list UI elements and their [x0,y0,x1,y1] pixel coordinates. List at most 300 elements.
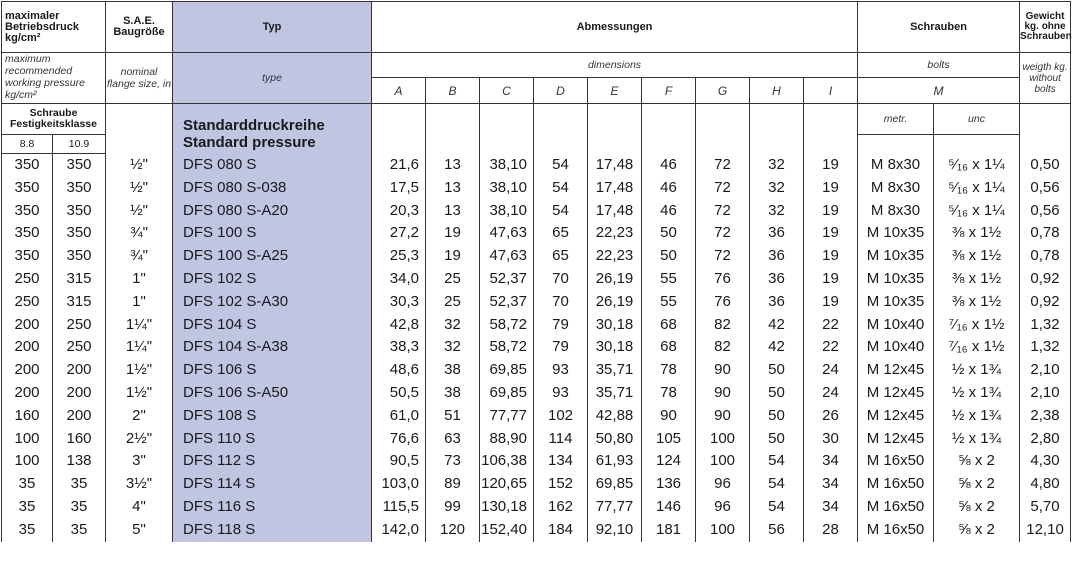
bolt-metric-cell: M 16x50 [858,450,934,473]
bolt-unc-cell: ⅜ x 1½ [934,245,1020,268]
weight-cell: 4,30 [1020,450,1071,473]
dim-f-cell: 55 [642,291,696,314]
dim-d-cell: 162 [534,496,588,519]
dim-i-cell: 19 [804,177,858,200]
table-row [2,450,1071,473]
dim-a-cell: 76,6 [372,428,426,451]
type-cell: DFS 102 S [173,268,372,291]
sae-size-cell: ¾" [106,222,173,245]
table-row [2,405,1071,428]
dim-a-cell: 27,2 [372,222,426,245]
dim-g-cell: 100 [696,428,750,451]
sae-size-cell: 5" [106,519,173,542]
weight-cell: 0,56 [1020,200,1071,223]
dim-a-cell: 21,6 [372,154,426,177]
weight-cell: 0,78 [1020,245,1071,268]
dim-c-cell: 120,65 [480,473,534,496]
dim-e-cell: 92,10 [588,519,642,542]
dim-d-cell: 54 [534,200,588,223]
type-cell: DFS 110 S [173,428,372,451]
dim-e-cell: 35,71 [588,382,642,405]
bolt-unc-cell: ⅜ x 1½ [934,222,1020,245]
dim-a-cell: 48,6 [372,359,426,382]
dim-d-cell: 134 [534,450,588,473]
dim-h-cell: 54 [750,450,804,473]
schrauben-header: Schrauben [858,2,1020,53]
dim-a-cell: 61,0 [372,405,426,428]
bolt-unc-cell: ⅝ x 2 [934,450,1020,473]
dim-e-cell: 35,71 [588,359,642,382]
sae-size-cell: ½" [106,154,173,177]
dim-h-cell: 32 [750,154,804,177]
bolt-metric-cell: M 10x35 [858,268,934,291]
dim-f-cell: 78 [642,359,696,382]
bolt-metric-cell: M 10x35 [858,291,934,314]
sae-size-cell: 1¼" [106,336,173,359]
pressure-88-cell: 350 [2,245,53,268]
dim-e-cell: 26,19 [588,291,642,314]
dim-i-cell: 34 [804,450,858,473]
bolt-unc-cell: ½ x 1¾ [934,382,1020,405]
sae-size-cell: 1¼" [106,314,173,337]
table-row [2,428,1071,451]
dim-f-cell: 50 [642,245,696,268]
dim-h-cell: 42 [750,336,804,359]
type-cell: DFS 102 S-A30 [173,291,372,314]
pressure-109-cell: 35 [53,519,106,542]
dim-e-cell: 30,18 [588,314,642,337]
dim-d-cell: 65 [534,222,588,245]
sae-size-cell: 1" [106,268,173,291]
weight-cell: 0,92 [1020,291,1071,314]
dim-f-cell: 90 [642,405,696,428]
dim-f-cell: 146 [642,496,696,519]
dim-i-cell: 19 [804,154,858,177]
dim-a-cell: 50,5 [372,382,426,405]
dim-letter-a: A [372,78,426,104]
pressure-88-cell: 350 [2,154,53,177]
type-cell: DFS 108 S [173,405,372,428]
dim-b-cell: 13 [426,200,480,223]
gewicht-header: Gewicht kg. ohne Schrauben [1020,2,1071,53]
dim-e-cell: 61,93 [588,450,642,473]
type-cell: DFS 080 S [173,154,372,177]
dim-c-cell: 52,37 [480,291,534,314]
dim-b-cell: 13 [426,177,480,200]
weight-cell: 1,32 [1020,314,1071,337]
pressure-109-cell: 350 [53,177,106,200]
bolt-unc-cell: ⁷⁄₁₆ x 1½ [934,336,1020,359]
table-row [2,177,1071,200]
sae-size-cell: ¾" [106,245,173,268]
unc-label: unc [934,104,1020,135]
dim-d-cell: 79 [534,314,588,337]
dim-b-cell: 19 [426,245,480,268]
dim-c-cell: 52,37 [480,268,534,291]
dim-d-cell: 79 [534,336,588,359]
dim-e-cell: 30,18 [588,336,642,359]
pressure-88-cell: 350 [2,222,53,245]
dim-d-cell: 54 [534,177,588,200]
dim-d-cell: 93 [534,382,588,405]
dim-g-cell: 90 [696,359,750,382]
weight-cell: 2,10 [1020,359,1071,382]
bolt-metric-cell: M 16x50 [858,519,934,542]
dim-i-cell: 19 [804,245,858,268]
table-row [2,496,1071,519]
bolt-metric-cell: M 10x40 [858,336,934,359]
dim-f-cell: 50 [642,222,696,245]
pressure-88-cell: 160 [2,405,53,428]
dim-e-cell: 22,23 [588,245,642,268]
weight-header-en: weigth kg. without bolts [1020,53,1071,104]
dim-letter-e: E [588,78,642,104]
dim-g-cell: 72 [696,177,750,200]
sae-size-cell: 2" [106,405,173,428]
pressure-header: maximaler Betriebsdruck kg/cm² [2,2,106,53]
dim-h-cell: 50 [750,405,804,428]
dim-e-cell: 69,85 [588,473,642,496]
dim-a-cell: 142,0 [372,519,426,542]
dim-g-cell: 100 [696,450,750,473]
sae-size-cell: ½" [106,177,173,200]
weight-cell: 0,92 [1020,268,1071,291]
dim-a-cell: 103,0 [372,473,426,496]
dim-a-cell: 42,8 [372,314,426,337]
pressure-109-cell: 35 [53,496,106,519]
dim-b-cell: 99 [426,496,480,519]
bolt-unc-cell: ⅜ x 1½ [934,291,1020,314]
dim-b-cell: 51 [426,405,480,428]
bolt-unc-cell: ⅜ x 1½ [934,268,1020,291]
dim-g-cell: 82 [696,336,750,359]
bolt-unc-cell: ⁵⁄₁₆ x 1¼ [934,154,1020,177]
sae-size-cell: 4" [106,496,173,519]
pressure-109-cell: 160 [53,428,106,451]
bolt-metric-cell: M 8x30 [858,154,934,177]
bolt-letter-m: M [858,78,1020,104]
type-cell: DFS 112 S [173,450,372,473]
bolt-unc-cell: ⅝ x 2 [934,473,1020,496]
dim-g-cell: 96 [696,496,750,519]
dim-c-cell: 38,10 [480,177,534,200]
pressure-109-cell: 250 [53,314,106,337]
bolt-unc-cell: ⅝ x 2 [934,519,1020,542]
dim-c-cell: 152,40 [480,519,534,542]
dim-c-cell: 58,72 [480,336,534,359]
dim-g-cell: 72 [696,200,750,223]
bolt-unc-cell: ⁵⁄₁₆ x 1¼ [934,200,1020,223]
dim-letter-c: C [480,78,534,104]
dim-b-cell: 38 [426,359,480,382]
pressure-88-cell: 350 [2,200,53,223]
dim-f-cell: 124 [642,450,696,473]
pressure-88-cell: 200 [2,336,53,359]
dim-b-cell: 25 [426,291,480,314]
dim-c-cell: 106,38 [480,450,534,473]
dim-c-cell: 77,77 [480,405,534,428]
dim-a-cell: 90,5 [372,450,426,473]
sae-size-cell: 1½" [106,382,173,405]
pressure-88-cell: 200 [2,314,53,337]
dim-letter-h: H [750,78,804,104]
class-109: 10.9 [53,135,106,154]
bolt-unc-cell: ½ x 1¾ [934,359,1020,382]
bolt-metric-cell: M 12x45 [858,359,934,382]
dim-c-cell: 88,90 [480,428,534,451]
dim-a-cell: 20,3 [372,200,426,223]
dim-h-cell: 36 [750,245,804,268]
dim-g-cell: 76 [696,268,750,291]
flange-spec-table [1,1,1071,542]
pressure-88-cell: 35 [2,496,53,519]
dim-h-cell: 36 [750,291,804,314]
dim-i-cell: 19 [804,222,858,245]
standard-section-title [173,104,372,154]
dim-f-cell: 55 [642,268,696,291]
sae-size-cell: 1" [106,291,173,314]
dim-f-cell: 136 [642,473,696,496]
dim-e-cell: 17,48 [588,154,642,177]
sae-size-cell: 1½" [106,359,173,382]
dim-b-cell: 73 [426,450,480,473]
bolt-unc-cell: ⁷⁄₁₆ x 1½ [934,314,1020,337]
bolt-metric-cell: M 8x30 [858,200,934,223]
table-row [2,291,1071,314]
dim-letter-i: I [804,78,858,104]
dim-e-cell: 42,88 [588,405,642,428]
pressure-109-cell: 138 [53,450,106,473]
pressure-88-cell: 200 [2,382,53,405]
bolt-metric-cell: M 12x45 [858,405,934,428]
table-row [2,314,1071,337]
weight-cell: 4,80 [1020,473,1071,496]
metr-label: metr. [858,104,934,135]
weight-cell: 5,70 [1020,496,1071,519]
type-cell: DFS 118 S [173,519,372,542]
dim-f-cell: 68 [642,336,696,359]
dim-c-cell: 69,85 [480,359,534,382]
dim-f-cell: 46 [642,200,696,223]
dim-f-cell: 68 [642,314,696,337]
pressure-109-cell: 350 [53,154,106,177]
table-row [2,473,1071,496]
dim-d-cell: 102 [534,405,588,428]
bolt-metric-cell: M 12x45 [858,382,934,405]
pressure-88-cell: 200 [2,359,53,382]
dim-i-cell: 19 [804,268,858,291]
type-cell: DFS 106 S [173,359,372,382]
dim-c-cell: 69,85 [480,382,534,405]
dim-h-cell: 56 [750,519,804,542]
sae-size-cell: 2½" [106,428,173,451]
bolt-metric-cell: M 16x50 [858,473,934,496]
dim-d-cell: 65 [534,245,588,268]
pressure-109-cell: 315 [53,268,106,291]
dim-b-cell: 32 [426,314,480,337]
sae-spacer [106,104,173,154]
dim-b-cell: 13 [426,154,480,177]
dim-i-cell: 22 [804,336,858,359]
dim-i-cell: 34 [804,473,858,496]
dim-h-cell: 32 [750,200,804,223]
pressure-109-cell: 350 [53,245,106,268]
dim-e-cell: 50,80 [588,428,642,451]
dim-letter-d: D [534,78,588,104]
pressure-88-cell: 35 [2,519,53,542]
dim-g-cell: 90 [696,382,750,405]
dim-c-cell: 130,18 [480,496,534,519]
type-cell: DFS 080 S-A20 [173,200,372,223]
dim-c-cell: 58,72 [480,314,534,337]
table-row [2,245,1071,268]
dim-h-cell: 54 [750,473,804,496]
sae-size-cell: 3" [106,450,173,473]
dim-i-cell: 19 [804,200,858,223]
dim-d-cell: 70 [534,291,588,314]
dim-b-cell: 120 [426,519,480,542]
bolt-metric-cell: M 10x35 [858,245,934,268]
bolt-unc-cell: ⁵⁄₁₆ x 1¼ [934,177,1020,200]
type-cell: DFS 104 S [173,314,372,337]
dim-e-cell: 22,23 [588,222,642,245]
dim-d-cell: 184 [534,519,588,542]
dim-h-cell: 54 [750,496,804,519]
dim-g-cell: 72 [696,222,750,245]
dim-letter-g: G [696,78,750,104]
dim-g-cell: 72 [696,154,750,177]
table-row [2,359,1071,382]
standard-title-en: Standard pressure [183,133,316,151]
dim-f-cell: 46 [642,154,696,177]
dim-letter-f: F [642,78,696,104]
dim-g-cell: 96 [696,473,750,496]
table-row [2,519,1071,542]
dim-h-cell: 36 [750,268,804,291]
dim-b-cell: 63 [426,428,480,451]
dim-a-cell: 17,5 [372,177,426,200]
pressure-109-cell: 200 [53,405,106,428]
pressure-109-cell: 35 [53,473,106,496]
dim-g-cell: 72 [696,245,750,268]
dim-c-cell: 38,10 [480,154,534,177]
pressure-88-cell: 250 [2,291,53,314]
dim-a-cell: 25,3 [372,245,426,268]
data-rows [2,154,1071,542]
header-row-german [2,2,1071,53]
dim-b-cell: 38 [426,382,480,405]
pressure-109-cell: 200 [53,359,106,382]
sae-header-en: nominal flange size, in [106,53,173,104]
pressure-109-cell: 250 [53,336,106,359]
type-cell: DFS 116 S [173,496,372,519]
class-88: 8.8 [2,135,53,154]
dimensions-header-en: dimensions [372,53,858,78]
pressure-109-cell: 315 [53,291,106,314]
dim-i-cell: 24 [804,359,858,382]
weight-cell: 0,56 [1020,177,1071,200]
header-row-english [2,53,1071,78]
pressure-109-cell: 350 [53,222,106,245]
abmessungen-header: Abmessungen [372,2,858,53]
schraube-label: Schraube Festigkeitsklasse [2,104,106,135]
bolt-metric-cell: M 10x35 [858,222,934,245]
sae-header: S.A.E. Baugröße [106,2,173,53]
bolt-metric-cell: M 8x30 [858,177,934,200]
table-row [2,222,1071,245]
pressure-header-en: maximum recommended working pressure kg/cm² [2,53,106,104]
dim-c-cell: 47,63 [480,245,534,268]
table-row [2,382,1071,405]
dim-e-cell: 77,77 [588,496,642,519]
table-row [2,336,1071,359]
pressure-109-cell: 200 [53,382,106,405]
typ-header: Typ [173,2,372,53]
bolts-header-en: bolts [858,53,1020,78]
dim-h-cell: 32 [750,177,804,200]
bolt-unc-cell: ⅝ x 2 [934,496,1020,519]
dim-d-cell: 70 [534,268,588,291]
weight-cell: 2,38 [1020,405,1071,428]
dim-d-cell: 114 [534,428,588,451]
table-row [2,200,1071,223]
dim-c-cell: 38,10 [480,200,534,223]
dim-g-cell: 100 [696,519,750,542]
pressure-88-cell: 250 [2,268,53,291]
dim-b-cell: 25 [426,268,480,291]
dim-i-cell: 34 [804,496,858,519]
dim-i-cell: 19 [804,291,858,314]
dim-e-cell: 17,48 [588,177,642,200]
dim-a-cell: 115,5 [372,496,426,519]
weight-cell: 0,50 [1020,154,1071,177]
pressure-88-cell: 35 [2,473,53,496]
dim-a-cell: 38,3 [372,336,426,359]
type-cell: DFS 100 S-A25 [173,245,372,268]
table-row [2,268,1071,291]
dim-g-cell: 82 [696,314,750,337]
standard-title-de: Standarddruckreihe [183,116,325,134]
pressure-88-cell: 350 [2,177,53,200]
type-cell: DFS 106 S-A50 [173,382,372,405]
dim-b-cell: 32 [426,336,480,359]
dim-d-cell: 152 [534,473,588,496]
dim-e-cell: 26,19 [588,268,642,291]
dim-a-cell: 34,0 [372,268,426,291]
dim-e-cell: 17,48 [588,200,642,223]
sae-size-cell: 3½" [106,473,173,496]
section-header-row [2,104,1071,135]
sae-size-cell: ½" [106,200,173,223]
dim-f-cell: 105 [642,428,696,451]
dim-i-cell: 24 [804,382,858,405]
dim-b-cell: 89 [426,473,480,496]
dim-i-cell: 28 [804,519,858,542]
dim-h-cell: 42 [750,314,804,337]
weight-cell: 0,78 [1020,222,1071,245]
type-cell: DFS 080 S-038 [173,177,372,200]
dim-g-cell: 76 [696,291,750,314]
type-cell: DFS 114 S [173,473,372,496]
dim-f-cell: 46 [642,177,696,200]
bolt-unc-cell: ½ x 1¾ [934,405,1020,428]
dim-d-cell: 54 [534,154,588,177]
dim-c-cell: 47,63 [480,222,534,245]
dim-letter-b: B [426,78,480,104]
weight-cell: 2,10 [1020,382,1071,405]
typ-header-en: type [173,53,372,104]
dim-a-cell: 30,3 [372,291,426,314]
